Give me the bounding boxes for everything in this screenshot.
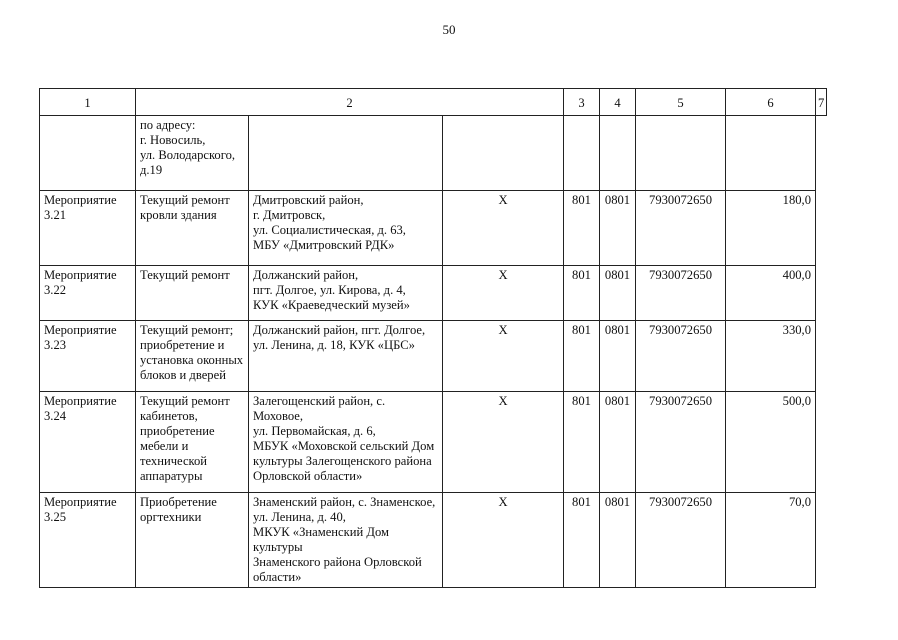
col3-cell: X [443, 266, 564, 321]
header-cell-2: 2 [136, 89, 564, 116]
col3-cell: X [443, 392, 564, 493]
name-cell: по адресу: г. Новосиль, ул. Володарского, д.19 [136, 116, 249, 191]
col4-cell: 801 [564, 191, 600, 266]
empty-cell [40, 116, 136, 191]
header-cell-5: 5 [636, 89, 726, 116]
col7-cell: 500,0 [726, 392, 816, 493]
col7-cell: 180,0 [726, 191, 816, 266]
event-cell: Мероприятие 3.21 [40, 191, 136, 266]
name-cell: Приобретение оргтехники [136, 493, 249, 588]
event-cell: Мероприятие 3.23 [40, 321, 136, 392]
col6-cell: 7930072650 [636, 321, 726, 392]
col7-cell: 400,0 [726, 266, 816, 321]
name-cell: Текущий ремонт; приобретение и установка оконных блоков и дверей [136, 321, 249, 392]
col4-cell: 801 [564, 493, 600, 588]
col5-cell: 0801 [600, 266, 636, 321]
col3-cell: X [443, 493, 564, 588]
col7-cell: 70,0 [726, 493, 816, 588]
event-cell: Мероприятие 3.24 [40, 392, 136, 493]
name-cell: Текущий ремонт кабинетов, приобретение мебели и технической аппаратуры [136, 392, 249, 493]
event-cell: Мероприятие 3.22 [40, 266, 136, 321]
col3-cell: X [443, 321, 564, 392]
empty-cell [443, 116, 564, 191]
col4-cell: 801 [564, 321, 600, 392]
empty-cell [600, 116, 636, 191]
col3-cell: X [443, 191, 564, 266]
address-cell: Должанский район, пгт. Долгое, ул. Ленина, д. 18, КУК «ЦБС» [249, 321, 443, 392]
page-number: 50 [442, 22, 456, 37]
header-row [40, 89, 827, 116]
col5-cell: 0801 [600, 392, 636, 493]
table-row [40, 191, 827, 266]
table-row [40, 392, 827, 493]
name-cell: Текущий ремонт [136, 266, 249, 321]
col6-cell: 7930072650 [636, 191, 726, 266]
empty-cell [636, 116, 726, 191]
empty-cell [564, 116, 600, 191]
address-cell: Дмитровский район, г. Дмитровск, ул. Социалистическая, д. 63, МБУ «Дмитровский РДК» [249, 191, 443, 266]
table-row [40, 493, 827, 588]
data-table [39, 88, 827, 588]
name-cell: Текущий ремонт кровли здания [136, 191, 249, 266]
empty-cell [249, 116, 443, 191]
address-cell: Залегощенский район, с. Моховое, ул. Первомайская, д. 6, МБУК «Моховской сельский Дом культуры Залегощенского района Орловской области» [249, 392, 443, 493]
col7-cell: 330,0 [726, 321, 816, 392]
col6-cell: 7930072650 [636, 392, 726, 493]
header-cell-4: 4 [600, 89, 636, 116]
col4-cell: 801 [564, 266, 600, 321]
col5-cell: 0801 [600, 493, 636, 588]
empty-cell [726, 116, 816, 191]
header-cell-3: 3 [564, 89, 600, 116]
header-cell-1: 1 [40, 89, 136, 116]
table-row [40, 321, 827, 392]
header-cell-6: 6 [726, 89, 816, 116]
event-cell: Мероприятие 3.25 [40, 493, 136, 588]
col6-cell: 7930072650 [636, 266, 726, 321]
col6-cell: 7930072650 [636, 493, 726, 588]
col5-cell: 0801 [600, 321, 636, 392]
table-row [40, 266, 827, 321]
col5-cell: 0801 [600, 191, 636, 266]
table-row-continuation [40, 116, 827, 191]
col4-cell: 801 [564, 392, 600, 493]
address-cell: Знаменский район, с. Знаменское, ул. Ленина, д. 40, МКУК «Знаменский Дом культуры Знаменского района Орловской области» [249, 493, 443, 588]
address-cell: Должанский район, пгт. Долгое, ул. Кирова, д. 4, КУК «Краеведческий музей» [249, 266, 443, 321]
header-cell-7: 7 [816, 89, 827, 116]
